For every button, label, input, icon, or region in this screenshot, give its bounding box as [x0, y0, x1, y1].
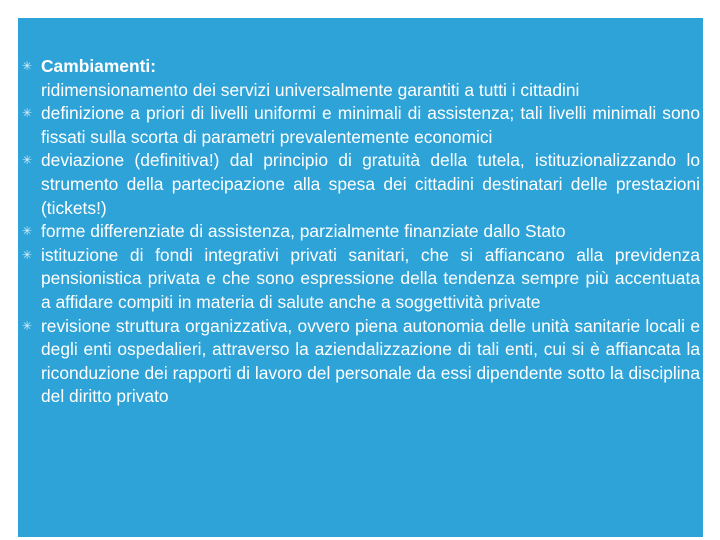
- bullet-list: [22, 55, 700, 409]
- list-item: [22, 149, 700, 220]
- asterisk-bullet-icon: ✳: [22, 59, 33, 73]
- list-item-text: definizione a priori di livelli uniformi e minimali di assistenza; tali livelli minimali sono fissati sulla scorta di parametri prevalentemente economici: [41, 103, 700, 147]
- list-item: [22, 315, 700, 409]
- list-item-text: revisione struttura organizzativa, ovvero piena autonomia delle unità sanitarie locali e degli enti ospedalieri, attraverso la aziendalizzazione di tali enti, cui si è affiancata la riconduzione dei rapporti di lavoro del personale da essi dipendente sotto la disciplina del diritto privato: [41, 315, 700, 407]
- list-item: [22, 220, 700, 244]
- list-item-text: istituzione di fondi integrativi privati sanitari, che si affiancano alla previdenza pensionistica privata e che sono espressione della tendenza sempre più accentuata a affidare compiti in materia di salute anche a soggettività private: [41, 244, 700, 312]
- asterisk-bullet-icon: ✳: [22, 224, 33, 239]
- list-item: [22, 244, 700, 315]
- heading-text: Cambiamenti:: [41, 56, 156, 76]
- asterisk-bullet-icon: ✳: [22, 318, 33, 333]
- asterisk-bullet-icon: ✳: [22, 153, 33, 168]
- list-item: [22, 102, 700, 149]
- intro-text: ridimensionamento dei servizi universalmente garantiti a tutti i cittadini: [41, 79, 580, 100]
- asterisk-bullet-icon: ✳: [22, 247, 33, 262]
- asterisk-bullet-icon: ✳: [22, 106, 33, 121]
- list-item-text: deviazione (definitiva!) dal principio di gratuità della tutela, istituzionalizzando lo strumento della partecipazione alla spesa dei cittadini destinatari delle prestazioni (tickets!): [41, 150, 700, 218]
- list-item-heading: [22, 55, 700, 79]
- list-item-text: forme differenziate di assistenza, parzialmente finanziate dallo Stato: [41, 221, 566, 242]
